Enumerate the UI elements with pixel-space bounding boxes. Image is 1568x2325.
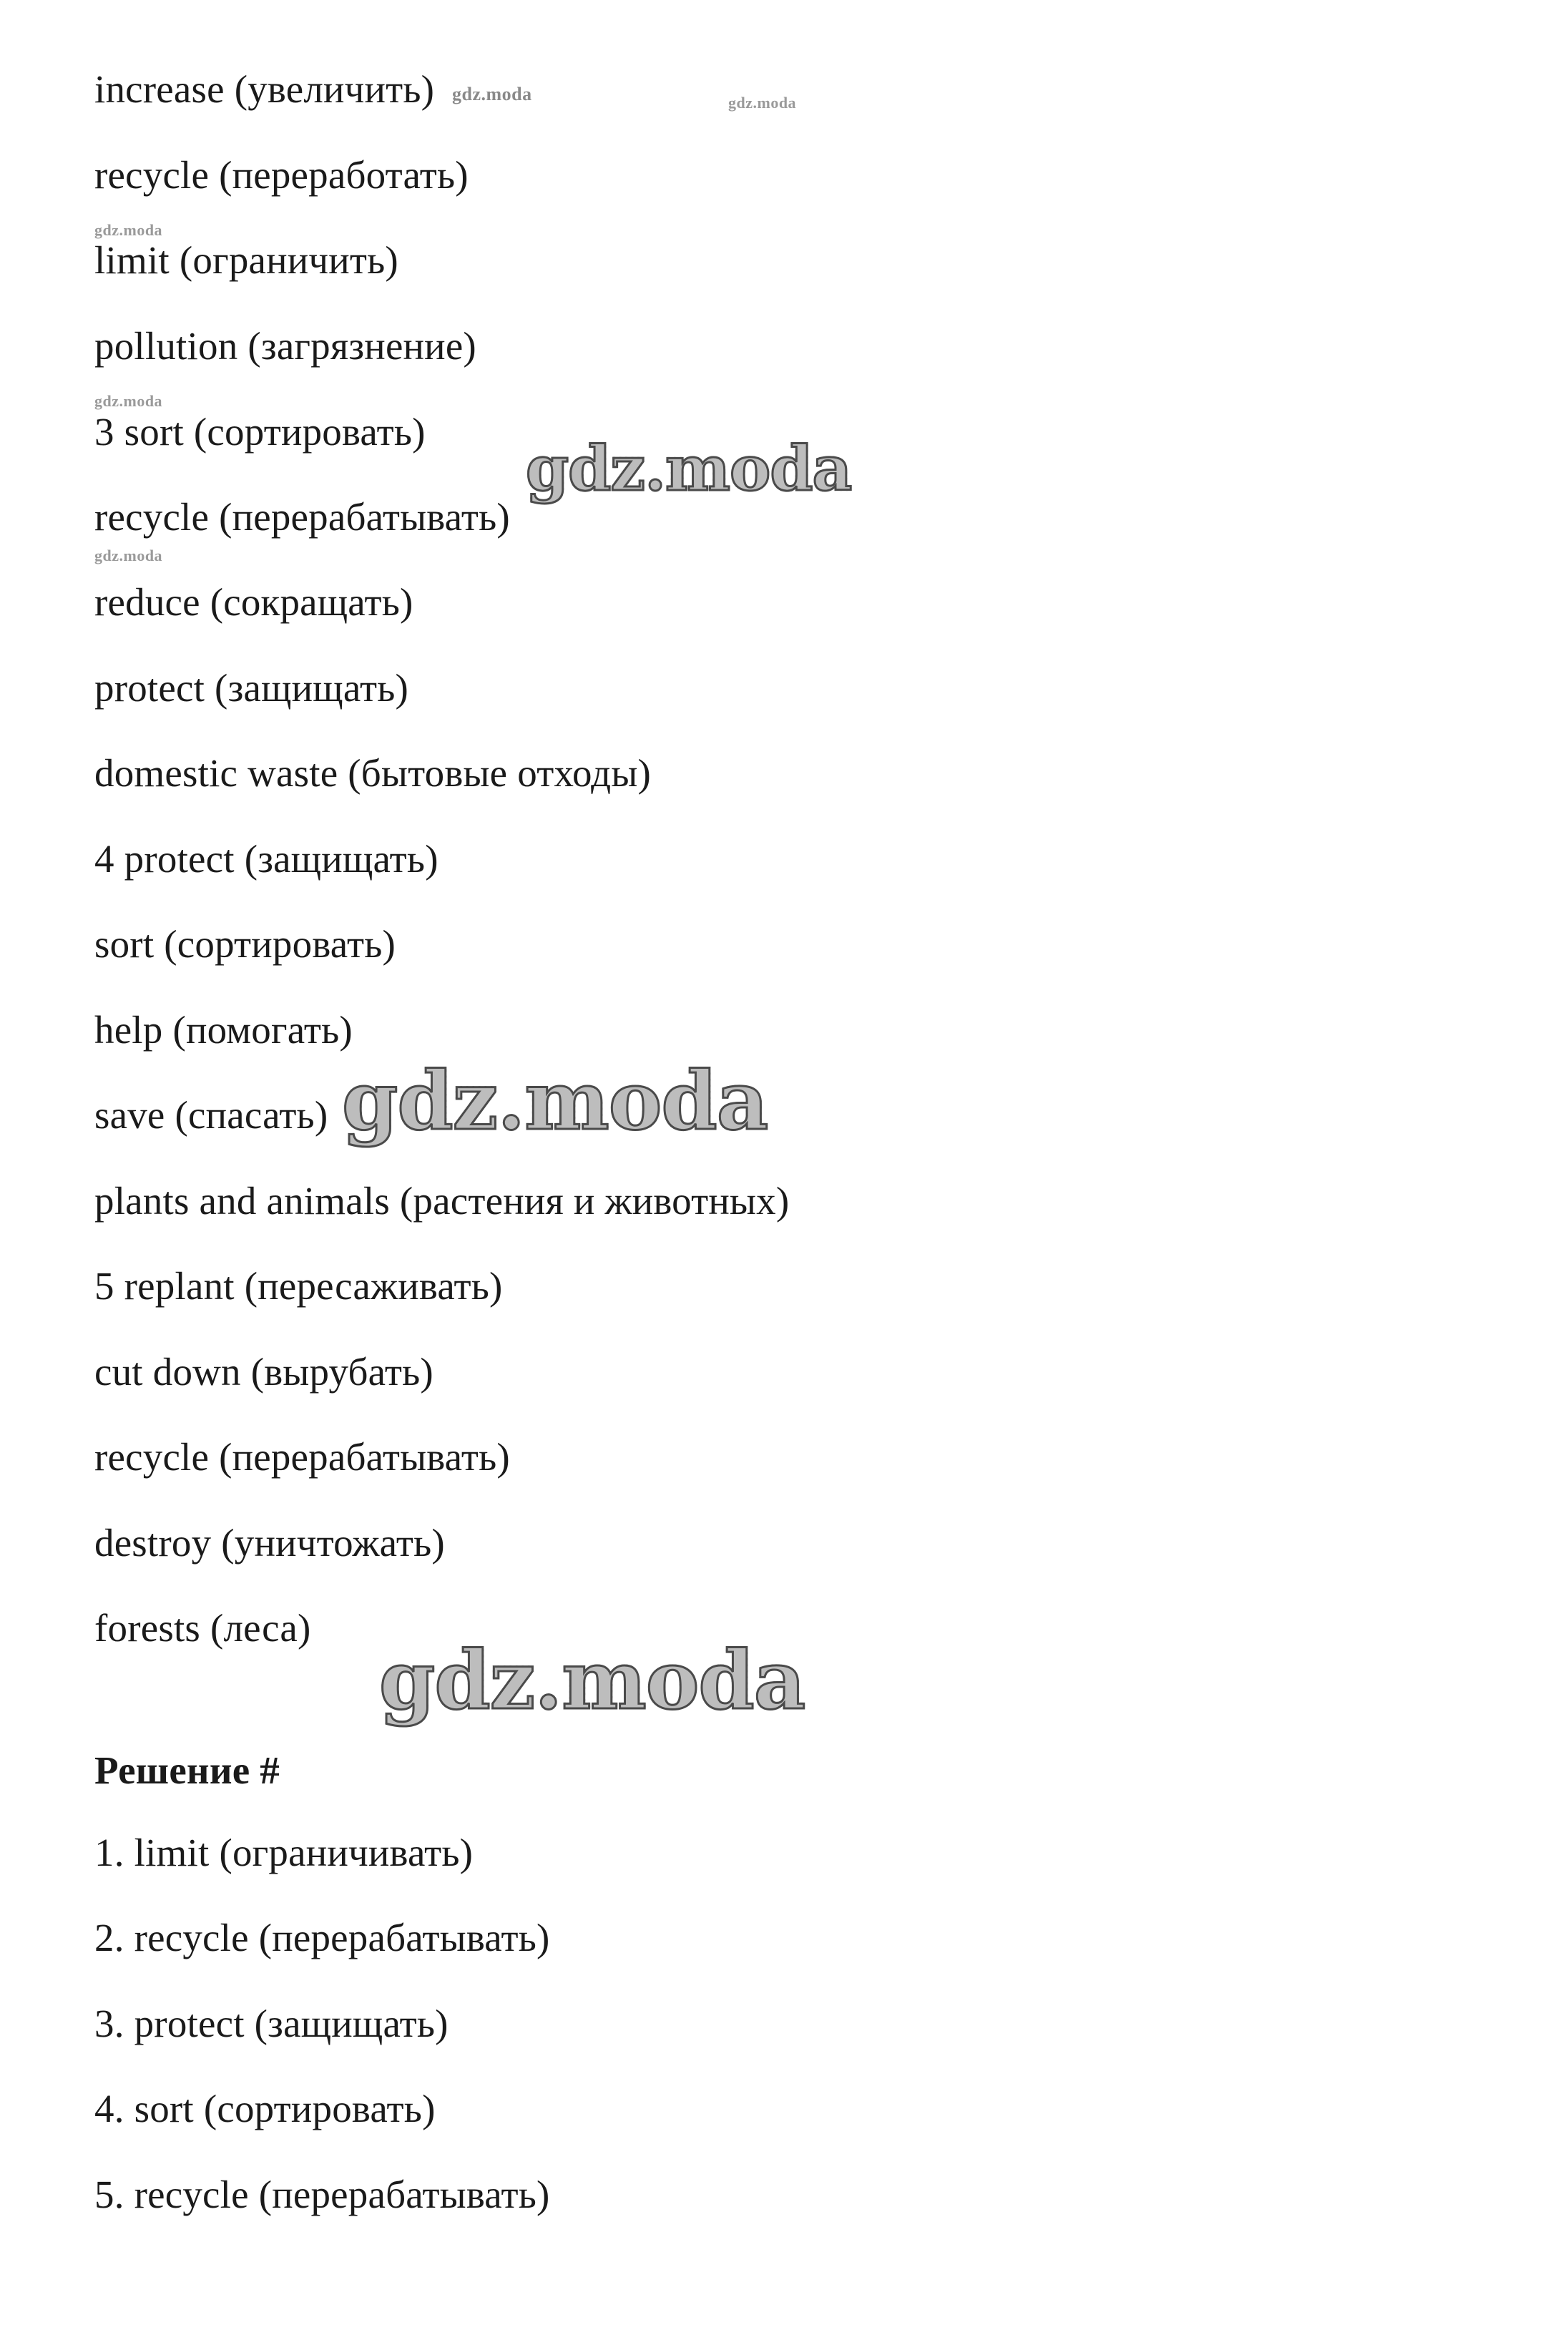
vocab-line: help (помогать) bbox=[94, 1008, 353, 1052]
vocab-line: 4 protect (защищать) bbox=[94, 837, 438, 881]
vocab-line: destroy (уничтожать) bbox=[94, 1521, 445, 1565]
vocab-line: limit (ограничить) bbox=[94, 238, 398, 282]
vocab-line: recycle (перерабатывать) bbox=[94, 495, 510, 539]
watermark-large: gdz.moda bbox=[342, 1054, 768, 1148]
vocab-line: domestic waste (бытовые отходы) bbox=[94, 751, 652, 795]
watermark-large: gdz.moda bbox=[379, 1634, 805, 1728]
vocab-line: 3 sort (сортировать) bbox=[94, 410, 426, 454]
vocab-line: increase (увеличить) bbox=[94, 67, 435, 111]
vocab-line: recycle (перерабатывать) bbox=[94, 1435, 510, 1479]
watermark-small: gdz.moda bbox=[94, 392, 163, 410]
vocab-line: recycle (переработать) bbox=[94, 153, 469, 197]
watermark-small: gdz.moda bbox=[728, 94, 797, 112]
solution-item: 1. limit (ограничивать) bbox=[94, 1831, 474, 1874]
watermark-small: gdz.moda bbox=[452, 84, 532, 104]
vocab-line: sort (сортировать) bbox=[94, 922, 396, 966]
vocab-line: 5 replant (пересаживать) bbox=[94, 1264, 503, 1308]
solution-item: 3. protect (защищать) bbox=[94, 2002, 449, 2045]
vocab-line: reduce (сокращать) bbox=[94, 580, 413, 624]
solution-item: 4. sort (сортировать) bbox=[94, 2087, 436, 2130]
watermark-small: gdz.moda bbox=[94, 221, 163, 239]
watermark-small: gdz.moda bbox=[94, 547, 163, 564]
vocab-line: cut down (вырубать) bbox=[94, 1350, 433, 1394]
vocab-line: forests (леса) bbox=[94, 1606, 311, 1650]
vocab-line: pollution (загрязнение) bbox=[94, 324, 476, 368]
vocab-line: save (спасать) bbox=[94, 1093, 328, 1137]
vocab-line: protect (защищать) bbox=[94, 666, 409, 710]
solution-item: 2. recycle (перерабатывать) bbox=[94, 1916, 550, 1959]
solution-heading: Решение # bbox=[94, 1748, 280, 1792]
watermark-large: gdz.moda bbox=[526, 433, 852, 505]
vocab-line: plants and animals (растения и животных) bbox=[94, 1179, 790, 1223]
solution-item: 5. recycle (перерабатывать) bbox=[94, 2173, 550, 2216]
